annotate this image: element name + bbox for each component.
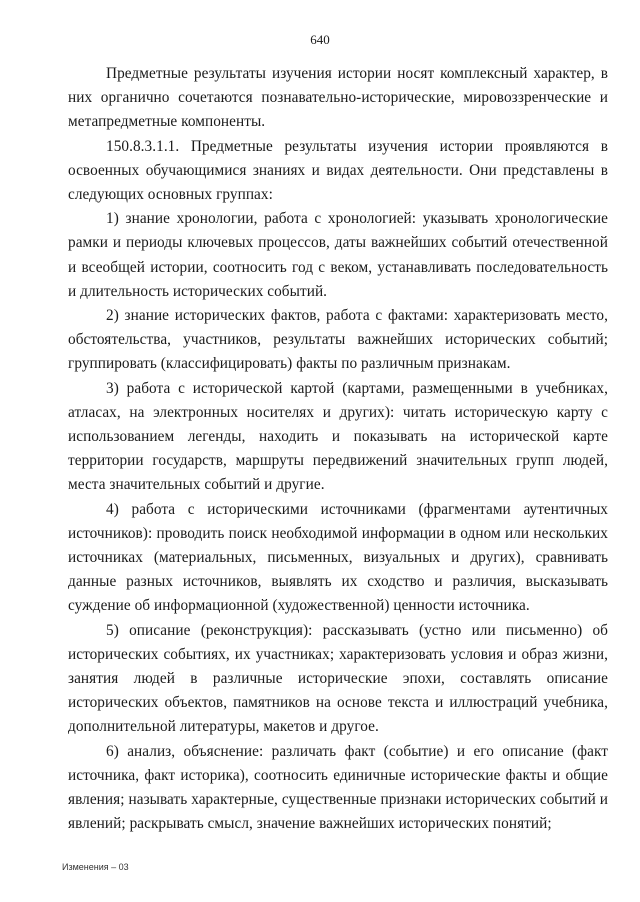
page-number: 640	[310, 32, 330, 47]
paragraph-item-2-facts: 2) знание исторических фактов, работа с фактами: характеризовать место, обстоятельства, участников, результаты важнейших исторических событий; группировать (классифицировать) факты по различным признакам.	[68, 307, 608, 373]
paragraph-item-1-chronology: 1) знание хронологии, работа с хронологией: указывать хронологические рамки и периоды ключевых процессов, даты важнейших событий отечественной и всеобщей истории, соотносить год с веком, устанавливать последовательность и длительность исторических событий.	[68, 210, 608, 300]
paragraph-section-150-8-3-1-1: 150.8.3.1.1. Предметные результаты изучения истории проявляются в освоенных обучающимися знаниях и видах деятельности. Они представлены в следующих основных группах:	[68, 137, 608, 204]
paragraph-item-4-sources: 4) работа с историческими источниками (фрагментами аутентичных источников): проводить поиск необходимой информации в одном или нескольких источниках (материальных, письменных, визуальных и других), сравнивать данные разных источников, выявлять их сходство и различия, высказывать суждение об информационной (художественной) ценности источника.	[68, 500, 608, 615]
paragraph-item-5-description: 5) описание (реконструкция): рассказывать (устно или письменно) об исторических событиях, их участниках; характеризовать условия и образ жизни, занятия людей в различные исторические эпохи, составлять описание исторических объектов, памятников на основе текста и иллюстраций учебника, дополнительной литературы, макетов и другое.	[68, 621, 608, 736]
paragraph-item-6-analysis: 6) анализ, объяснение: различать факт (событие) и его описание (факт источника, факт историка), соотносить единичные исторические факты и общие явления; называть характерные, существенные признаки исторических событий и явлений; раскрывать смысл, значение важнейших исторических понятий;	[68, 742, 608, 833]
paragraph-intro: Предметные результаты изучения истории носят комплексный характер, в них органично сочетаются познавательно-исторические, мировоззренческие и метапредметные компоненты.	[68, 65, 608, 131]
footer-revision-note: Изменения – 03	[62, 862, 129, 872]
paragraph-item-3-map: 3) работа с исторической картой (картами, размещенными в учебниках, атласах, на электронных носителях и других): читать историческую карту с использованием легенды, находить и показывать на исторической карте территории государств, маршруты передвижений значительных групп людей, места значительных событий и другие.	[68, 379, 608, 494]
document-body	[68, 62, 608, 837]
